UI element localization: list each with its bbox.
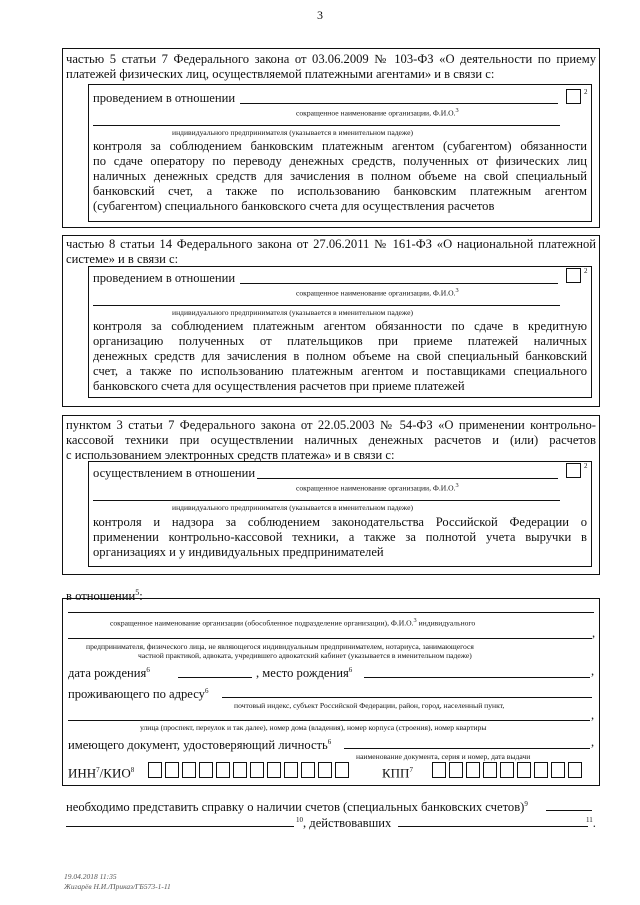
section-103fz-body-5: (субагентом) специального банковского счета для осуществления расчетов [93,199,495,213]
inn-cell[interactable] [335,762,349,778]
address-hint-2: улица (проспект, переулок и так далее), номер дома (владения), номер корпуса (строения), номер квартиры [140,723,487,732]
section-54fz-body-2: применении контрольно-кассовой техники, а также за полнотой учета выручки в [93,530,587,544]
section-54fz-body-1: контроля и надзора за соблюдением законодательства Российской Федерации о [93,515,587,529]
section-54fz-ip-hint: индивидуального предпринимателя (указывается в именительном падеже) [172,503,413,512]
inn-cells[interactable] [148,762,356,778]
section-103fz-intro-1: частью 5 статьи 7 Федерального закона от 03.06.2009 № 103-ФЗ «О деятельности по приему [66,52,596,66]
relation-comma-4: , [591,735,595,749]
id-doc-input[interactable] [344,748,590,749]
section-103fz-intro-2: платежей физических лиц, осуществляемой платежными агентами» и в связи с: [66,67,495,81]
kpp-cell[interactable] [551,762,565,778]
section-161fz-ip-input[interactable] [93,305,560,306]
inn-cell[interactable] [165,762,179,778]
id-doc-label: имеющего документ, удостоверяющий личность$^6$ [68,738,332,753]
birth-date-label: дата рождения$^6$ [68,666,150,681]
relation-label: в отношении$^5$: [66,588,143,604]
inn-cell[interactable] [301,762,315,778]
section-103fz-checkbox-note: 2 [584,88,588,96]
kpp-cell[interactable] [517,762,531,778]
page-number: 3 [317,8,323,22]
kpp-cell[interactable] [568,762,582,778]
section-161fz-body-5: банковского счета для осуществления расчетов при приеме платежей [93,379,465,393]
inn-cell[interactable] [233,762,247,778]
section-161fz-checkbox[interactable] [566,268,581,283]
kpp-cell[interactable] [534,762,548,778]
section-54fz-intro-1: пунктом 3 статьи 7 Федерального закона от 22.05.2003 № 54-ФЗ «О применении контрольно- [66,418,596,432]
relation-hint-2: предпринимателя, физического лица, не являющегося индивидуальным предпринимателем, нотариуса, занимающегося [86,642,474,651]
section-54fz-org-input[interactable] [257,478,558,479]
birth-date-input[interactable] [178,677,252,678]
section-54fz-body-3: организациях и у индивидуальных предпринимателей [93,545,384,559]
kpp-cell[interactable] [449,762,463,778]
section-103fz-ip-hint: индивидуального предпринимателя (указывается в именительном падеже) [172,128,413,137]
section-103fz-ip-input[interactable] [93,125,560,126]
section-103fz-checkbox[interactable] [566,89,581,104]
inn-cell[interactable] [182,762,196,778]
section-161fz-org-input[interactable] [240,283,558,284]
section-103fz-body-2: по сдаче оператору по переводу денежных средств, полученных от физических лиц [93,154,587,168]
section-161fz-body-1: контроля за соблюдением платежным агентом обязанности по сдаче в кредитную [93,319,587,333]
section-103fz-lead: проведением в отношении [93,91,236,105]
address-label: проживающего по адресу$^6$ [68,687,209,702]
section-161fz-body-3: денежных средств для зачисления в полном объеме на свой специальный банковский [93,349,587,363]
address-input[interactable] [222,697,592,698]
section-54fz-intro-3: с использованием электронных средств платежа» и в связи с: [66,448,395,462]
section-161fz-org-hint: сокращенное наименование организации, Ф.И.О.$^3$ [296,287,459,298]
kpp-cells[interactable] [432,762,590,778]
request-input-1[interactable] [546,810,592,811]
relation-comma-1: , [592,626,596,640]
section-161fz-body-2: организацию полученных от плательщиков при приеме платежей наличных [93,334,587,348]
section-161fz-intro-1: частью 8 статьи 14 Федерального закона от 27.06.2011 № 161-ФЗ «О национальной платежной [66,237,596,251]
inn-cell[interactable] [250,762,264,778]
section-161fz-ip-hint: индивидуального предпринимателя (указывается в именительном падеже) [172,308,413,317]
relation-org-hint: сокращенное наименование организации (обособленное подразделение организации), Ф.И.О.$^3$ индивидуального [110,617,476,628]
request-date-to-input[interactable] [398,826,588,827]
relation-org-input-2[interactable] [68,638,592,639]
footer-path: Жигарёв Н.И./Приказ/ГБ573-1-11 [64,882,171,891]
section-161fz-lead: проведением в отношении [93,271,236,285]
section-103fz-org-hint: сокращенное наименование организации, Ф.И.О.$^3$ [296,107,459,118]
relation-org-input[interactable] [68,612,594,613]
inn-cell[interactable] [148,762,162,778]
section-54fz-intro-2: кассовой техники при осуществлении наличных денежных расчетов и (или) расчетов [66,433,596,447]
section-103fz-body-1: контроля за соблюдением банковским платежным агентом (субагентом) обязанности [93,139,587,153]
section-54fz-checkbox[interactable] [566,463,581,478]
inn-cell[interactable] [216,762,230,778]
inn-cell[interactable] [318,762,332,778]
section-54fz-lead: осуществлением в отношении [93,466,256,480]
section-161fz-intro-2: системе» и в связи с: [66,252,179,266]
section-161fz-body-4: счет, а также по использованию платежным агентом и поставщиками специального [93,364,587,378]
request-end: $^{11}$. [586,816,596,831]
birth-place-label: , место рождения$^6$ [256,666,353,681]
birth-place-input[interactable] [364,677,590,678]
section-103fz-body-4: банковский счет, а также по использованию банковским платежным агентом [93,184,587,198]
section-103fz-org-input[interactable] [240,103,558,104]
inn-cell[interactable] [284,762,298,778]
request-date-from-input[interactable] [66,826,294,827]
id-doc-hint: наименование документа, серия и номер, дата выдачи [356,752,531,761]
address-hint-1: почтовый индекс, субъект Российской Федерации, район, город, населенный пункт, [234,701,505,710]
section-54fz-checkbox-note: 2 [584,462,588,470]
kpp-label: КПП$^7$ [382,765,413,781]
address-input-2[interactable] [68,720,590,721]
section-54fz-ip-input[interactable] [93,500,560,501]
section-54fz-org-hint: сокращенное наименование организации, Ф.И.О.$^3$ [296,482,459,493]
relation-hint-3: частной практикой, адвоката, учредившего адвокатский кабинет (указывается в именительном падеже) [138,651,472,660]
kpp-cell[interactable] [483,762,497,778]
inn-kio-label: ИНН$^7$/КИО$^8$ [68,765,135,781]
kpp-cell[interactable] [466,762,480,778]
section-161fz-checkbox-note: 2 [584,267,588,275]
request-line-1: необходимо представить справку о наличии счетов (специальных банковских счетов)$^9$ [66,800,528,815]
footer-timestamp: 19.04.2018 11:35 [64,872,117,881]
relation-comma-2: , [591,664,595,678]
section-103fz-body-3: наличных денежных средств для зачисления в полном объеме на свой специальный [93,169,587,183]
inn-cell[interactable] [267,762,281,778]
inn-cell[interactable] [199,762,213,778]
kpp-cell[interactable] [432,762,446,778]
relation-comma-3: , [591,708,595,722]
kpp-cell[interactable] [500,762,514,778]
request-line-2: $^{10}$, действовавших [296,816,392,831]
